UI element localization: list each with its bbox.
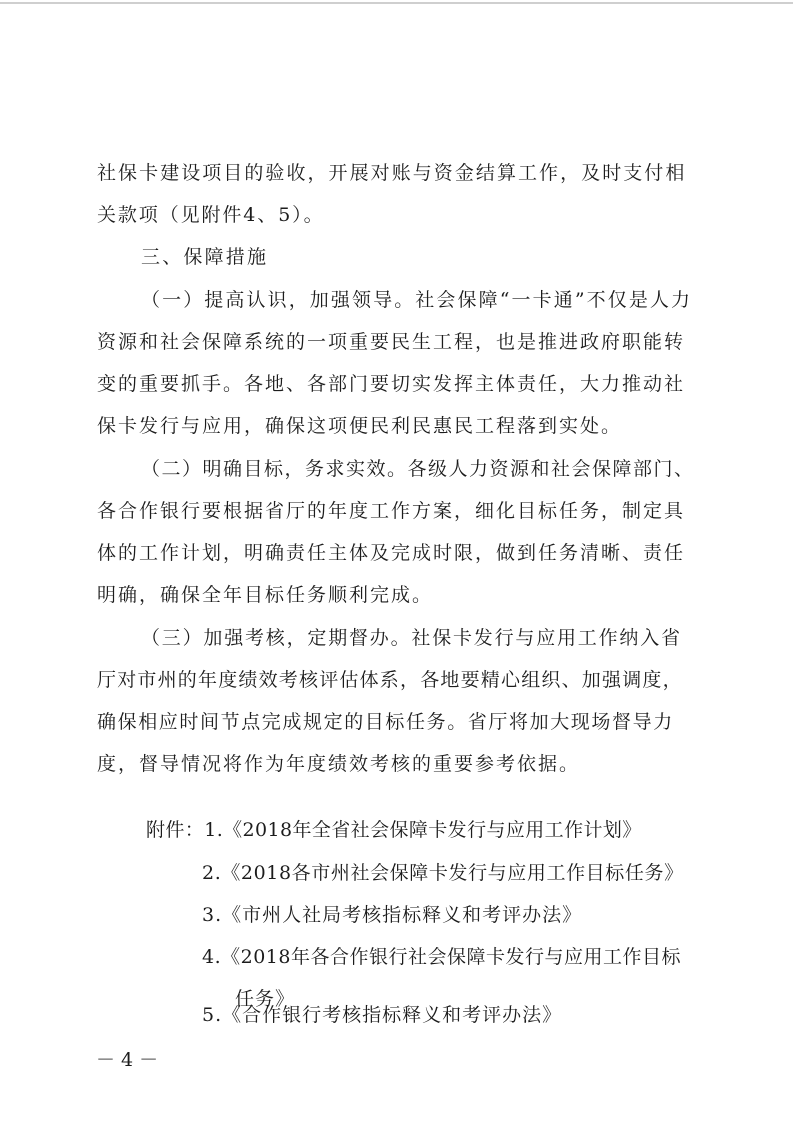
body-line: 变的重要抓手。各地、各部门要切实发挥主体责任，大力推动社 [97, 373, 686, 395]
body-line: 保卡发行与应用，确保这项便民利民惠民工程落到实处。 [97, 415, 623, 437]
page-number: － 4 － [96, 1049, 159, 1071]
attachment-item: 任务》 [235, 988, 296, 1010]
body-line: 明确，确保全年目标任务顺利完成。 [97, 584, 434, 606]
body-line: 厅对市州的年度绩效考核评估体系，各地要精心组织、加强调度， [97, 669, 683, 691]
attachment-item: 3.《市州人社局考核指标释义和考评办法》 [202, 904, 583, 926]
body-line: 体的工作计划，明确责任主体及完成时限，做到任务清晰、责任 [97, 542, 686, 564]
attachment-item: 4.《2018年各合作银行社会保障卡发行与应用工作目标 [202, 946, 681, 968]
body-line: 关款项（见附件4、5）。 [97, 204, 325, 226]
body-line: 各合作银行要根据省厅的年度工作方案，细化目标任务，制定具 [97, 500, 686, 522]
top-border-line [0, 2, 793, 4]
section-heading: 三、保障措施 [141, 246, 269, 268]
body-line: 社保卡建设项目的验收，开展对账与资金结算工作，及时支付相 [97, 162, 687, 184]
attachment-item: 附件：1.《2018年全省社会保障卡发行与应用工作计划》 [146, 819, 642, 841]
body-line: （二）明确目标，务求实效。各级人力资源和社会保障部门、 [141, 458, 695, 480]
body-line: （一）提高认识，加强领导。社会保障“一卡通”不仅是人力 [141, 289, 693, 311]
body-line: 确保相应时间节点完成规定的目标任务。省厅将加大现场督导力 [97, 711, 674, 733]
body-line: （三）加强考核，定期督办。社保卡发行与应用工作纳入省 [141, 627, 682, 649]
attachment-item: 5.《合作银行考核指标释义和考评办法》 [202, 1004, 563, 1026]
body-line: 度，督导情况将作为年度绩效考核的重要参考依据。 [97, 753, 581, 775]
attachment-item: 2.《2018各市州社会保障卡发行与应用工作目标任务》 [202, 862, 684, 884]
body-line: 资源和社会保障系统的一项重要民生工程，也是推进政府职能转 [97, 331, 686, 353]
